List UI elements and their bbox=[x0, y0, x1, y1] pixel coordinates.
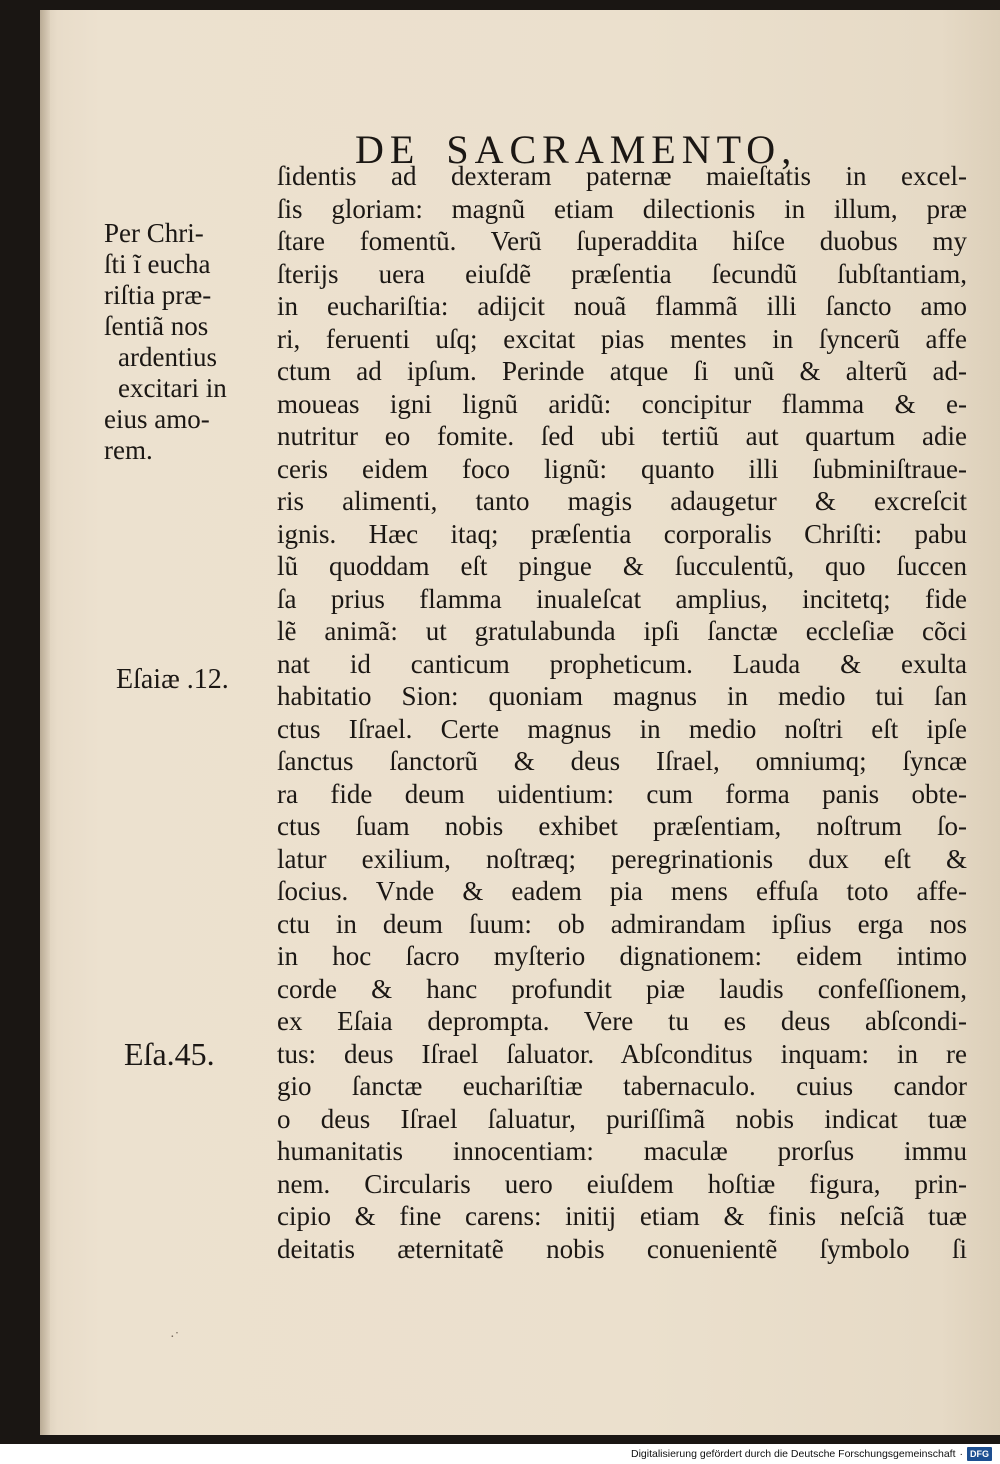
body-line: in euchariſtia: adijcit nouã flammã illi ſancto amo bbox=[277, 291, 967, 321]
body-line: ex Eſaia deprompta. Vere tu es deus abſcondi- bbox=[277, 1006, 967, 1036]
footer-credit bbox=[631, 1446, 992, 1462]
body-line: in hoc ſacro myſterio dignationem: eidem intimo bbox=[277, 941, 967, 971]
running-head-word-2: SACRAMENTO, bbox=[446, 127, 798, 172]
body-line: ſidentis ad dexteram paternæ maieſtatis in excel- bbox=[277, 161, 967, 191]
body-line: ctum ad ipſum. Perinde atque ſi unũ & alterũ ad- bbox=[277, 356, 967, 386]
footer-text: Digitalisierung gefördert durch die Deutsche Forschungsgemeinschaft bbox=[630, 1448, 956, 1460]
body-line: tus: deus Iſrael ſaluator. Abſconditus inquam: in re bbox=[277, 1038, 967, 1069]
footer-separator: · bbox=[959, 1448, 963, 1460]
margin-note-line: ſentiã nos bbox=[104, 311, 209, 341]
body-line: nat id canticum propheticum. Lauda & exulta bbox=[277, 648, 967, 679]
body-line: moueas igni lignũ aridũ: concipitur flamma & e- bbox=[277, 388, 967, 419]
stray-ink-mark: ·˙ bbox=[170, 1330, 180, 1345]
body-line: habitatio Sion: quoniam magnus in medio tui ſan bbox=[277, 681, 967, 711]
margin-note-line: excitari in bbox=[118, 373, 227, 403]
margin-note-line: riſtia præ- bbox=[104, 280, 212, 310]
body-line: ctus Iſrael. Certe magnus in medio noſtri eſt ipſe bbox=[277, 713, 967, 744]
margin-ref-esaiae-12: Eſaiæ .12. bbox=[116, 664, 229, 695]
body-line: ſtare fomentũ. Verũ ſuperaddita hiſce duobus my bbox=[277, 226, 967, 256]
body-line: deitatis æternitatẽ nobis conuenientẽ ſymbolo ſi bbox=[277, 1233, 967, 1264]
body-line: cipio & fine carens: initij etiam & finis neſciã tuæ bbox=[277, 1201, 967, 1231]
body-line: ſis gloriam: magnũ etiam dilectionis in illum, præ bbox=[277, 193, 967, 224]
margin-note-line: ardentius bbox=[118, 342, 217, 372]
body-line: ctu in deum ſuum: ob admirandam ipſius erga nos bbox=[277, 908, 967, 939]
body-line: nutritur eo fomite. ſed ubi tertiũ aut quartum adie bbox=[277, 421, 967, 451]
body-line: ctus ſuam nobis exhibet præſentiam, noſtrum ſo- bbox=[277, 811, 967, 841]
body-line: nem. Circularis uero eiuſdem hoſtiæ figura, prin- bbox=[277, 1168, 967, 1199]
body-line: ri, feruenti uſq; excitat pias mentes in ſyncerũ affe bbox=[277, 323, 967, 354]
body-line: humanitatis innocentiam: maculæ prorſus immu bbox=[277, 1136, 967, 1166]
body-line: ceris eidem foco lignũ: quanto illi ſubminiſtraue- bbox=[277, 453, 967, 484]
body-line: ſterijs uera eiuſdẽ præſentia ſecundũ ſubſtantiam, bbox=[277, 258, 967, 289]
page-gutter-edge bbox=[40, 10, 50, 1435]
margin-note-line: ſti ĩ eucha bbox=[104, 249, 211, 279]
dfg-logo: DFG bbox=[967, 1447, 992, 1461]
body-line: ſocius. Vnde & eadem pia mens effuſa toto affe- bbox=[277, 876, 967, 906]
margin-ref-esa-45: Eſa.45. bbox=[124, 1036, 215, 1072]
margin-note-per-christi bbox=[104, 218, 264, 466]
body-line: o deus Iſrael ſaluatur, puriſſimã nobis indicat tuæ bbox=[277, 1103, 967, 1134]
body-line: ſa prius flamma inualeſcat amplius, incitetq; fide bbox=[277, 583, 967, 614]
margin-note-line: eius amo- bbox=[104, 404, 210, 434]
body-text bbox=[277, 160, 967, 1265]
margin-note-line: Per Chri- bbox=[104, 218, 204, 248]
margin-note-line: rem. bbox=[104, 435, 153, 465]
body-line: latur exilium, noſtræq; peregrinationis dux eſt & bbox=[277, 843, 967, 874]
body-line: corde & hanc profundit piæ laudis confeſſionem, bbox=[277, 973, 967, 1004]
body-line: ignis. Hæc itaq; præſentia corporalis Chriſti: pabu bbox=[277, 518, 967, 549]
body-line: lẽ animã: ut gratulabunda ipſi ſanctæ eccleſiæ cõci bbox=[277, 616, 967, 646]
body-line: gio ſanctæ euchariſtiæ tabernaculo. cuius candor bbox=[277, 1071, 967, 1101]
body-line: ris alimenti, tanto magis adaugetur & excreſcit bbox=[277, 486, 967, 516]
body-line: ra fide deum uidentium: cum forma panis obte- bbox=[277, 778, 967, 809]
running-head-word-1: DE bbox=[355, 127, 421, 172]
body-line: lũ quoddam eſt pingue & ſucculentũ, quo ſuccen bbox=[277, 551, 967, 581]
body-line: ſanctus ſanctorũ & deus Iſrael, omniumq; ſyncæ bbox=[277, 746, 967, 776]
